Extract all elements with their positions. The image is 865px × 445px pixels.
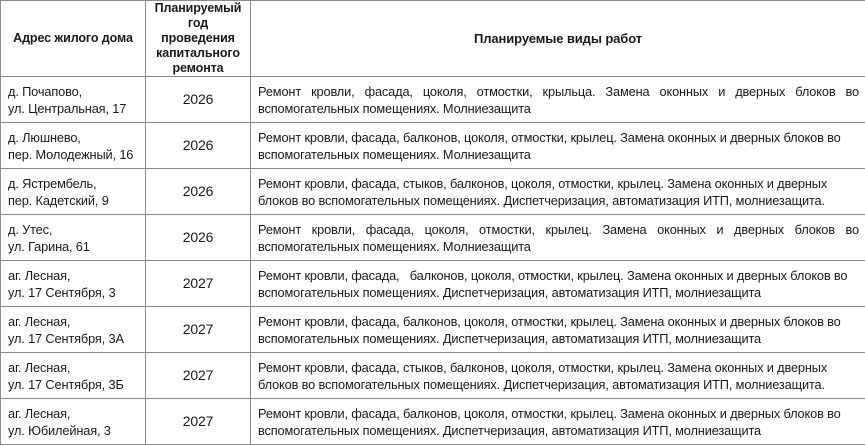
address-line-2: ул. Юбилейная, 3 [8, 422, 138, 439]
column-header-year [146, 1, 251, 77]
cell-year [146, 77, 251, 123]
address-text [1, 267, 145, 301]
address-line-2: пер. Молодежный, 16 [8, 146, 138, 163]
cell-address [1, 215, 146, 261]
table-header-row [1, 1, 865, 77]
cell-works [251, 123, 865, 169]
address-text [1, 359, 145, 393]
cell-works [251, 307, 865, 353]
cell-address [1, 169, 146, 215]
cell-year [146, 215, 251, 261]
cell-year [146, 123, 251, 169]
cell-works [251, 169, 865, 215]
address-line-2: ул. 17 Сентября, 3 [8, 284, 138, 301]
address-line-1: д. Почапово, [8, 83, 138, 100]
cell-year [146, 169, 251, 215]
address-text [1, 405, 145, 439]
cell-works [251, 353, 865, 399]
table-body [1, 77, 865, 445]
year-value: 2026 [146, 229, 250, 246]
column-header-works [251, 1, 865, 77]
cell-works [251, 77, 865, 123]
table-row [1, 307, 865, 353]
table-row [1, 353, 865, 399]
column-header-address [1, 1, 146, 77]
column-header-year-label: Планируемый год проведения капитального ремонта [146, 1, 250, 76]
address-line-1: аг. Лесная, [8, 267, 138, 284]
address-line-2: ул. 17 Сентября, 3А [8, 330, 138, 347]
address-text [1, 221, 145, 255]
address-text [1, 313, 145, 347]
address-line-2: ул. Гарина, 61 [8, 238, 138, 255]
works-text: Ремонт кровли, фасада, стыков, балконов, цоколя, отмостки, крылец. Замена оконных и дверных блоков во вспомогательных помещениях. Диспетчеризация, автоматизация ИТП, молниезащита. [251, 175, 865, 209]
year-value: 2026 [146, 137, 250, 154]
cell-address [1, 353, 146, 399]
works-text: Ремонт кровли, фасада, стыков, балконов, цоколя, отмостки, крылец. Замена оконных и дверных блоков во вспомогательных помещениях. Диспетчеризация, автоматизация ИТП, молниезащита. [251, 359, 865, 393]
address-line-1: д. Ястрембель, [8, 175, 138, 192]
cell-address [1, 261, 146, 307]
cell-address [1, 123, 146, 169]
column-header-address-label: Адрес жилого дома [1, 31, 145, 46]
address-line-1: аг. Лесная, [8, 405, 138, 422]
table-row [1, 123, 865, 169]
address-line-2: пер. Кадетский, 9 [8, 192, 138, 209]
works-text: Ремонт кровли, фасада, балконов, цоколя, отмостки, крылец. Замена оконных и дверных блоков во вспомогательных помещениях. Диспетчеризация, автоматизация ИТП, молниезащита [251, 267, 865, 301]
table-row [1, 399, 865, 445]
cell-year [146, 261, 251, 307]
cell-works [251, 215, 865, 261]
cell-year [146, 307, 251, 353]
address-line-1: д. Утес, [8, 221, 138, 238]
address-line-2: ул. 17 Сентября, 3Б [8, 376, 138, 393]
table-row [1, 215, 865, 261]
table-row [1, 77, 865, 123]
address-text [1, 129, 145, 163]
address-line-1: аг. Лесная, [8, 313, 138, 330]
column-header-works-label: Планируемые виды работ [251, 31, 865, 46]
address-text [1, 83, 145, 117]
cell-year [146, 399, 251, 445]
works-text: Ремонт кровли, фасада, цоколя, отмостки, крыльца. Замена оконных и дверных блоков во вспомогательных помещениях. Молниезащита [251, 83, 865, 117]
year-value: 2027 [146, 413, 250, 430]
table-header [1, 1, 865, 77]
cell-works [251, 261, 865, 307]
table-row [1, 261, 865, 307]
address-text [1, 175, 145, 209]
year-value: 2027 [146, 321, 250, 338]
year-value: 2027 [146, 367, 250, 384]
year-value: 2026 [146, 183, 250, 200]
table-row [1, 169, 865, 215]
address-line-1: д. Люшнево, [8, 129, 138, 146]
works-text: Ремонт кровли, фасада, балконов, цоколя, отмостки, крылец. Замена оконных и дверных блоков во вспомогательных помещениях. Диспетчеризация, автоматизация ИТП, молниезащита [251, 405, 865, 439]
year-value: 2026 [146, 91, 250, 108]
cell-address [1, 307, 146, 353]
works-text: Ремонт кровли, фасада, балконов, цоколя, отмостки, крылец. Замена оконных и дверных блоков во вспомогательных помещениях. Молниезащита [251, 129, 865, 163]
address-line-2: ул. Центральная, 17 [8, 100, 138, 117]
cell-address [1, 77, 146, 123]
cell-year [146, 353, 251, 399]
year-value: 2027 [146, 275, 250, 292]
works-text: Ремонт кровли, фасада, балконов, цоколя, отмостки, крылец. Замена оконных и дверных блоков во вспомогательных помещениях. Диспетчеризация, автоматизация ИТП, молниезащита [251, 313, 865, 347]
cell-works [251, 399, 865, 445]
cell-address [1, 399, 146, 445]
works-text: Ремонт кровли, фасада, цоколя, отмостки, крылец. Замена оконных и дверных блоков во вспомогательных помещениях. Молниезащита [251, 221, 865, 255]
address-line-1: аг. Лесная, [8, 359, 138, 376]
